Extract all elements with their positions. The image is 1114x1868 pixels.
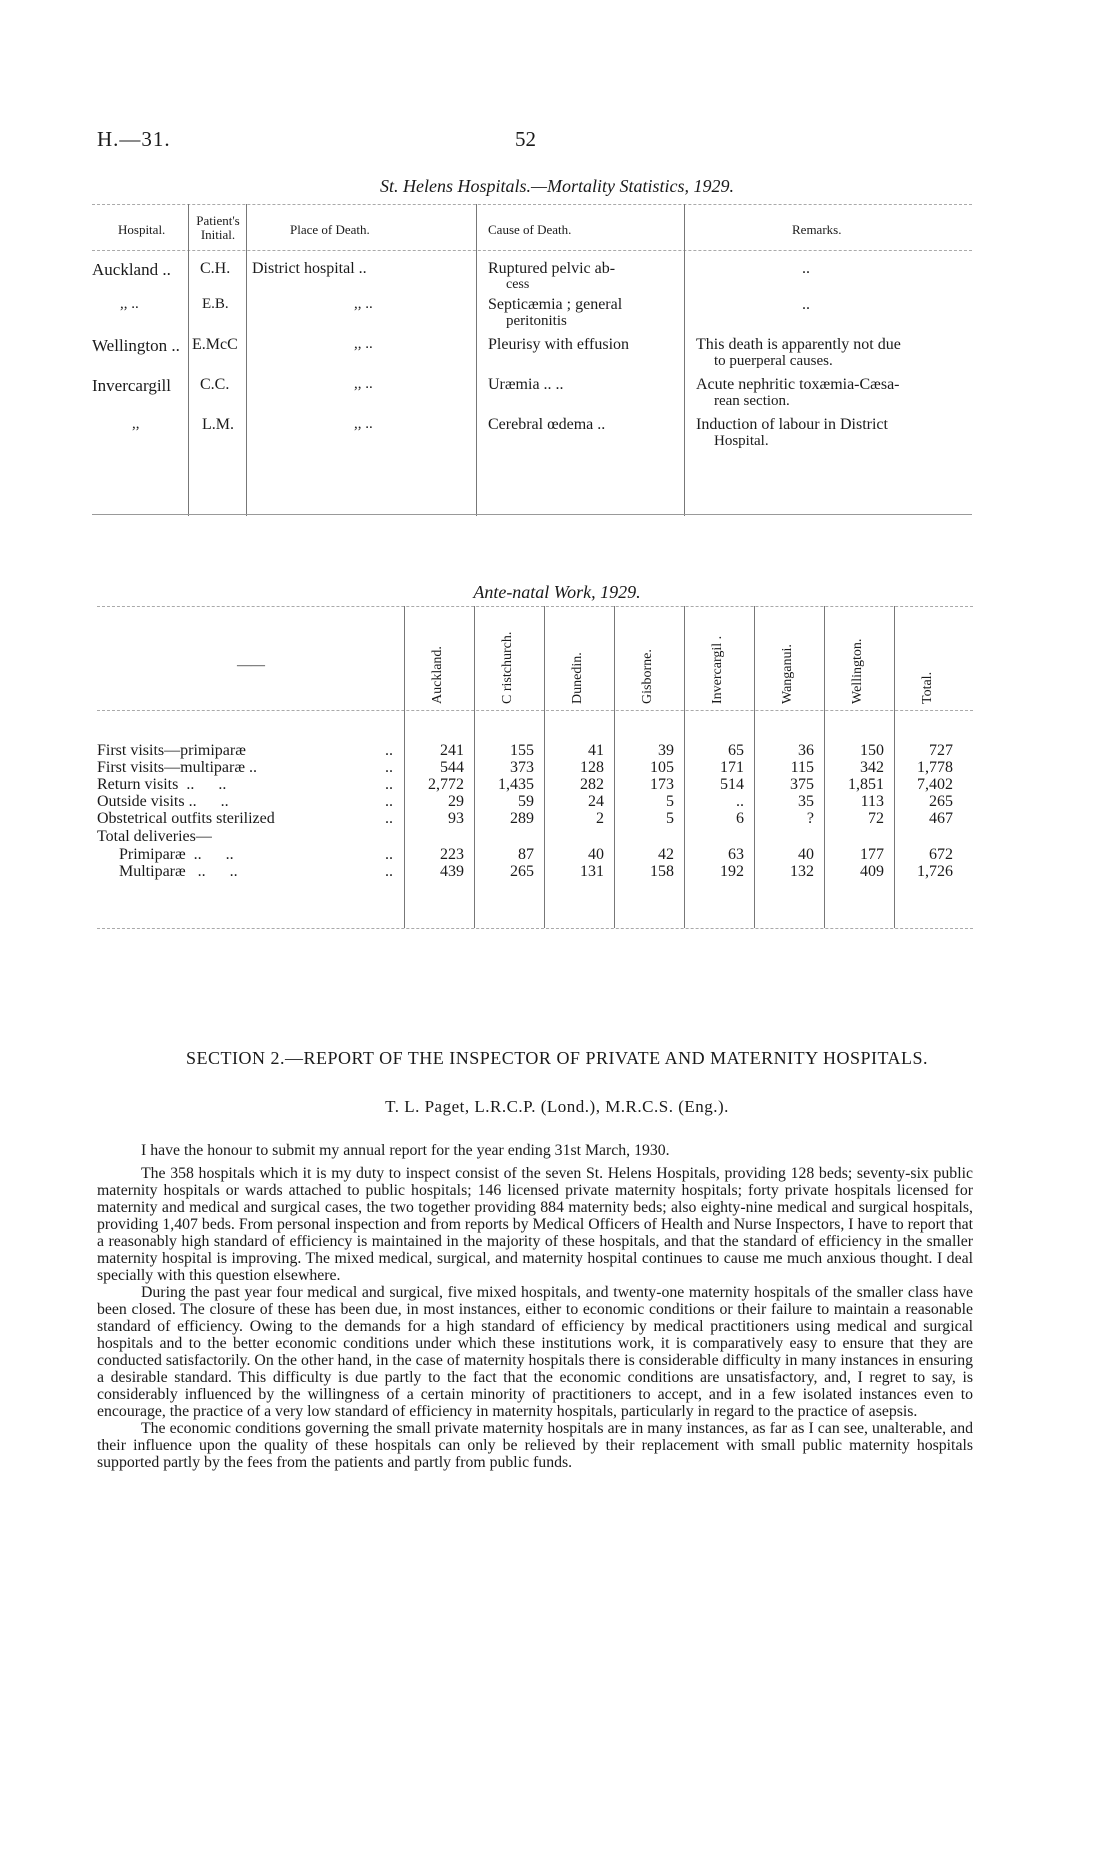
- cell-value: 514: [720, 776, 744, 793]
- cell-value: 155: [510, 742, 534, 759]
- cell-value: 1,726: [917, 863, 953, 880]
- cell-value: 342: [860, 759, 884, 776]
- cell-value: 115: [790, 759, 814, 776]
- col-header-hospital: Hospital.: [118, 222, 166, 237]
- cell-value: 63: [728, 846, 744, 863]
- cell-value: 192: [720, 863, 744, 880]
- col-header-wellington: Wellington.: [850, 638, 865, 704]
- col-header-remarks: Remarks.: [792, 222, 842, 237]
- col-header-place: Place of Death.: [290, 222, 370, 237]
- paragraph: During the past year four medical and surgical, five mixed hospitals, and twenty-one maternity hospitals of the smaller class have been closed. The closure of these has been due, in most instances, either to economic conditions or their failure to maintain a reasonable standard of efficiency. Owing to the demands for a high standard of efficiency by medical practitioners using medical and surgical hospitals and to the better economic conditions under which these institutions work, it is comparatively easy to ensure that they are conducted satisfactorily. On the other hand, in the case of maternity hospitals there is considerable difficulty in many instances in ensuring a desirable standard. This difficulty is due partly to the fact that the economic conditions are unsatisfactory, and, I regret to say, is considerably influenced by the willingness of a certain minority of practitioners to accept, and in a few isolated instances even to encourage, the practice of a very low standard of efficiency in maternity hospitals, particularly in regard to the practice of asepsis.: [97, 1284, 973, 1420]
- cell-value: 173: [650, 776, 674, 793]
- cell-value: ..: [736, 793, 744, 810]
- row-label: First visits—multiparæ ..: [97, 759, 258, 776]
- cell-value: 7,402: [917, 776, 953, 793]
- cell-value: 373: [510, 759, 534, 776]
- col-header-total: Total.: [920, 671, 935, 704]
- cell-value: 29: [448, 793, 464, 810]
- cell-value: 6: [736, 810, 744, 827]
- cell-value: 132: [790, 863, 814, 880]
- cell-value: ?: [806, 810, 814, 827]
- row-dots: ..: [385, 793, 393, 810]
- row-label: Return visits .. ..: [97, 776, 227, 793]
- cell-value: 1,435: [498, 776, 534, 793]
- cell-value: 409: [860, 863, 884, 880]
- cell-value: 467: [929, 810, 953, 827]
- cell-value: 87: [518, 846, 534, 863]
- stub-header-dash: ——: [237, 658, 265, 673]
- col-header-cause: Cause of Death.: [488, 222, 572, 237]
- report-body: [97, 1142, 973, 1471]
- paragraph: The economic conditions governing the small private maternity hospitals are in many instances, as far as I can see, unalterable, and their influence upon the quality of these hospitals can only be relieved by their replacement with small public maternity hospitals supported partly by the fees from the patients and partly from public funds.: [97, 1420, 973, 1471]
- cell-value: 65: [728, 742, 744, 759]
- col-header-gisborne: Gisborne.: [640, 649, 655, 704]
- cell-value: 40: [798, 846, 814, 863]
- cell-value: 177: [860, 846, 884, 863]
- row-label: Outside visits .. ..: [97, 793, 229, 810]
- cell-value: 131: [580, 863, 604, 880]
- cell-value: 544: [440, 759, 464, 776]
- cell-value: 39: [658, 742, 674, 759]
- cell-value: 241: [440, 742, 464, 759]
- document-reference: H.—31.: [97, 127, 171, 151]
- col-header-wanganui: Wanganui.: [780, 644, 795, 704]
- cell-value: 5: [666, 810, 674, 827]
- cell-value: 5: [666, 793, 674, 810]
- cell-value: 672: [929, 846, 953, 863]
- row-label: Total deliveries—: [97, 828, 212, 845]
- cell-value: 1,851: [848, 776, 884, 793]
- cell-value: 35: [798, 793, 814, 810]
- cell-value: 223: [440, 846, 464, 863]
- cell-value: 128: [580, 759, 604, 776]
- row-label: First visits—primiparæ: [97, 742, 246, 759]
- cell-value: 2,772: [428, 776, 464, 793]
- page-number: 52: [515, 127, 536, 151]
- cell-value: 727: [929, 742, 953, 759]
- col-header-dunedin: Dunedin.: [570, 652, 585, 704]
- antenatal-table-title: Ante-natal Work, 1929.: [473, 582, 641, 602]
- row-label: Multiparæ .. ..: [119, 863, 238, 880]
- cell-value: 158: [650, 863, 674, 880]
- col-header-auckland: Auckland.: [430, 646, 445, 704]
- cell-value: 42: [658, 846, 674, 863]
- cell-value: 41: [588, 742, 604, 759]
- paragraph: The 358 hospitals which it is my duty to inspect consist of the seven St. Helens Hospitals, providing 128 beds; seventy-six public maternity hospitals or wards attached to public hospitals; 146 licensed private maternity hospitals; forty private hospitals licensed for maternity and medical and surgical cases, the two together providing 884 maternity beds; also eighty-nine medical and surgical hospitals, providing 1,407 beds. From personal inspection and from reports by Medical Officers of Health and Nurse Inspectors, I have to report that a reasonably high standard of efficiency is maintained in the majority of these hospitals, and that the standard of efficiency in the smaller maternity hospital is improving. The mixed medical, surgical, and maternity hospital continues to cause me much anxious thought. I deal specially with this question elsewhere.: [97, 1165, 973, 1284]
- cell-value: 113: [860, 793, 884, 810]
- cell-value: 59: [518, 793, 534, 810]
- cell-value: 93: [448, 810, 464, 827]
- cell-value: 171: [720, 759, 744, 776]
- cell-value: 72: [868, 810, 884, 827]
- section-title: SECTION 2.—REPORT OF THE INSPECTOR OF PRIVATE AND MATERNITY HOSPITALS.: [185, 1048, 929, 1068]
- col-header-christchurch: C ristchurch.: [500, 631, 515, 704]
- row-dots: ..: [385, 742, 393, 759]
- cell-value: 439: [440, 863, 464, 880]
- cell-value: 265: [929, 793, 953, 810]
- cell-value: 1,778: [917, 759, 953, 776]
- antenatal-table: [97, 606, 973, 936]
- row-dots: ..: [385, 863, 393, 880]
- col-header-invercargill: Invercargil .: [710, 635, 725, 704]
- col-header-initial: Patient's Initial.: [196, 213, 240, 242]
- mortality-table-title: St. Helens Hospitals.—Mortality Statistics, 1929.: [380, 176, 734, 196]
- row-dots: ..: [385, 759, 393, 776]
- cell-value: 282: [580, 776, 604, 793]
- row-label: Primiparæ .. ..: [119, 846, 234, 863]
- row-dots: ..: [385, 776, 393, 793]
- row-label: Obstetrical outfits sterilized: [97, 810, 275, 827]
- cell-value: 2: [596, 810, 604, 827]
- row-dots: ..: [385, 846, 393, 863]
- row-dots: ..: [385, 810, 393, 827]
- cell-value: 150: [860, 742, 884, 759]
- paragraph: I have the honour to submit my annual report for the year ending 31st March, 1930.: [141, 1142, 670, 1159]
- cell-value: 36: [798, 742, 814, 759]
- cell-value: 265: [510, 863, 534, 880]
- cell-value: 40: [588, 846, 604, 863]
- cell-value: 375: [790, 776, 814, 793]
- section-author: T. L. Paget, L.R.C.P. (Lond.), M.R.C.S. (Eng.).: [385, 1097, 729, 1116]
- cell-value: 105: [650, 759, 674, 776]
- cell-value: 24: [588, 793, 604, 810]
- cell-value: 289: [510, 810, 534, 827]
